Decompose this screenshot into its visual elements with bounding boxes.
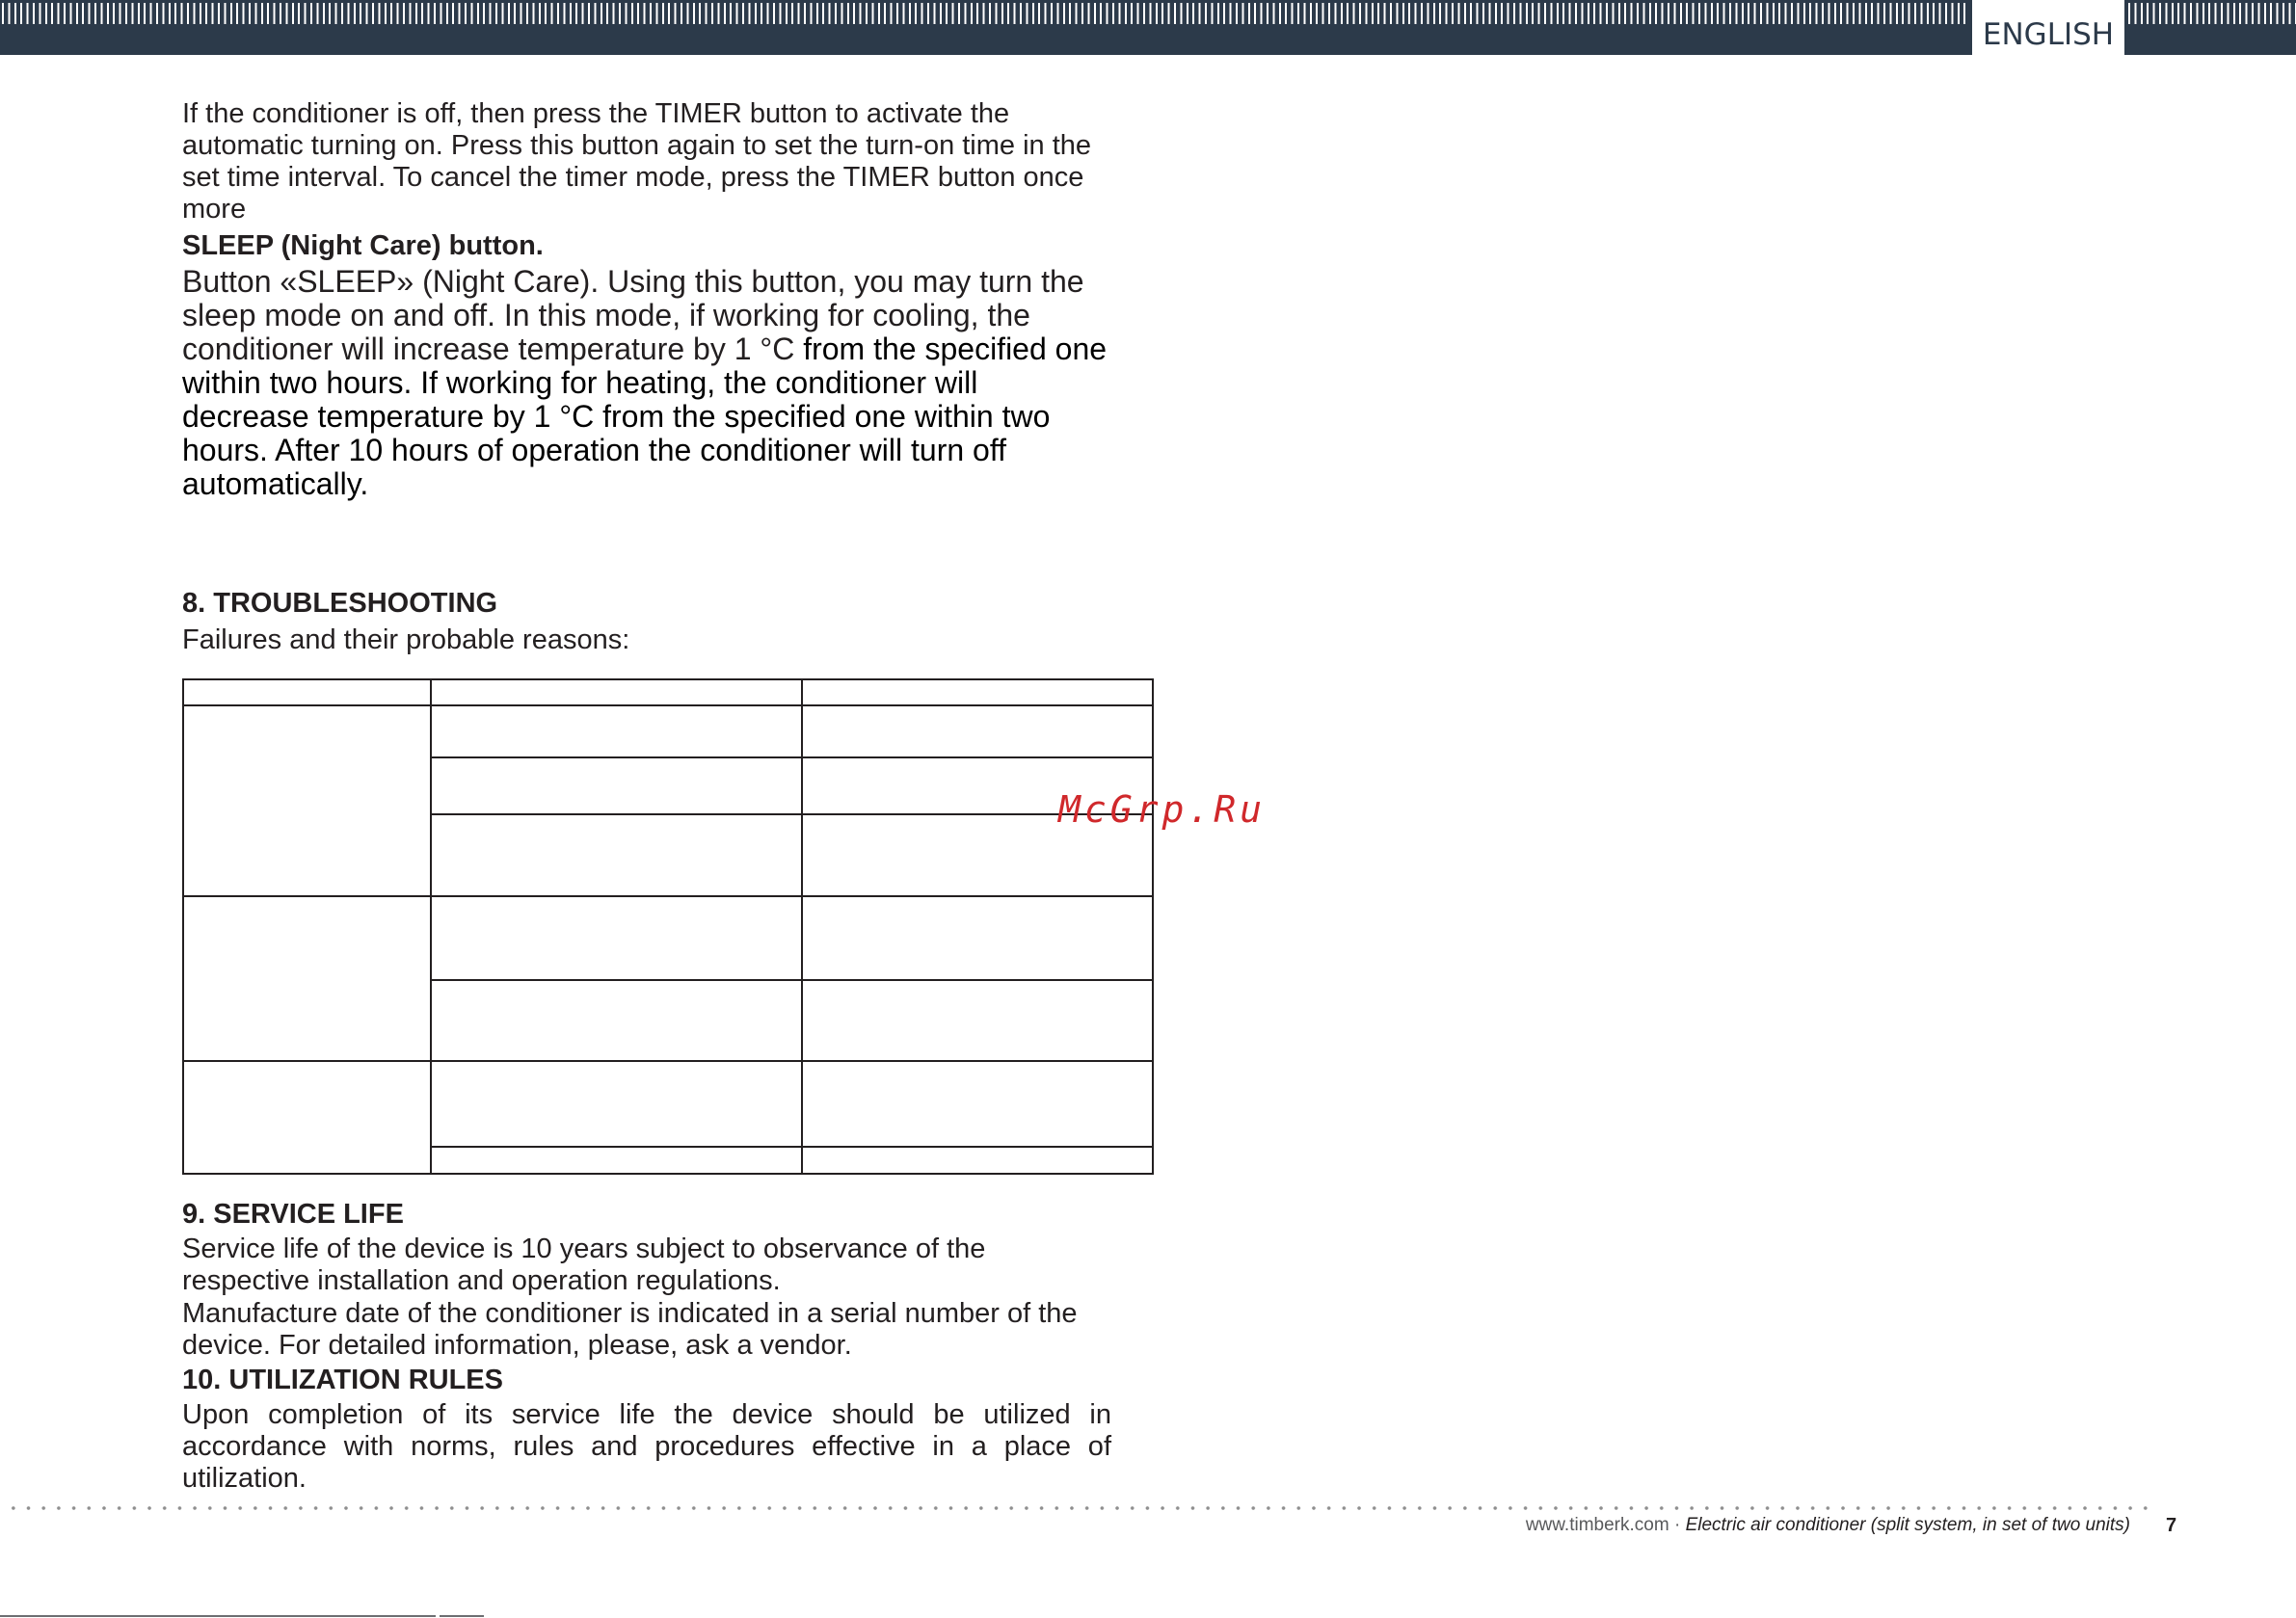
service-life-heading: 9. SERVICE LIFE [182,1199,404,1230]
table-cell-failure [183,705,431,896]
footer [1526,1515,2130,1536]
table-cell-failure [183,1061,431,1174]
sleep-heading: SLEEP (Night Care) button. [182,230,544,261]
table-header-row [183,679,1153,705]
bottom-rule-short [440,1615,484,1617]
footer-site-link[interactable]: www.timberk.com [1525,1515,1669,1535]
table-row [183,1061,1153,1147]
table-cell [802,1061,1153,1147]
utilization-heading: 10. UTILIZATION RULES [182,1365,503,1395]
table-cell [431,1147,802,1174]
sleep-text-part2: from the specified one within two hours. If working for heating, the conditioner will decrease temperature by 1 °C from the specified one within two hours. After 10 hours of operation the conditioner will turn off automatically. [182,332,1108,501]
table-cell [802,896,1153,980]
utilization-text: Upon completion of its service life the device should be utilized in accordance with norms, rules and procedures effective in a place of utilization. [182,1399,1111,1494]
footer-separator: · [1673,1515,1681,1535]
table-cell [431,705,802,757]
language-tab [1972,0,2124,62]
language-label: ENGLISH [1982,17,2115,52]
table-cell [431,757,802,814]
footer-description: Electric air conditioner (split system, in set of two units) [1685,1515,2130,1535]
table-row [183,896,1153,980]
table-cell [431,1061,802,1147]
sleep-paragraph [182,265,1112,501]
table-row [183,705,1153,757]
table-cell [802,980,1153,1061]
troubleshooting-intro: Failures and their probable reasons: [182,624,630,655]
dotted-divider [6,1506,2149,1510]
sleep-text-part1: Button «SLEEP» (Night Care). Using this button, you may turn the sleep mode on and off. In this mode, if working for cooling, the conditioner will increase temperature by 1 °C [182,264,1084,366]
top-header-bar [0,0,2296,55]
table-cell [802,705,1153,757]
table-cell [431,814,802,896]
table-cell [431,980,802,1061]
table-cell [431,896,802,980]
service-life-text-2: Manufacture date of the conditioner is indicated in a serial number of the device. For detailed information, please, ask a vendor. [182,1298,1078,1361]
header-hatch-pattern [2,3,1968,24]
page-number: 7 [2166,1515,2177,1536]
troubleshooting-heading: 8. TROUBLESHOOTING [182,588,498,619]
watermark: McGrp.Ru [1058,788,1267,831]
table-cell [802,1147,1153,1174]
table-cell [802,679,1153,705]
troubleshooting-table [182,678,1154,1175]
bottom-rule [0,1615,436,1617]
table-cell-failure [183,896,431,1061]
timer-paragraph: If the conditioner is off, then press the TIMER button to activate the automatic turning on. Press this button again to set the turn-on time in the set time interval. To cancel the timer mode, press the TIMER button once more [182,98,1092,225]
table-cell [183,679,431,705]
table-cell [431,679,802,705]
service-life-text-1: Service life of the device is 10 years subject to observance of the respective installation and operation regulations. [182,1233,986,1296]
header-hatch-pattern-right [2128,3,2296,24]
